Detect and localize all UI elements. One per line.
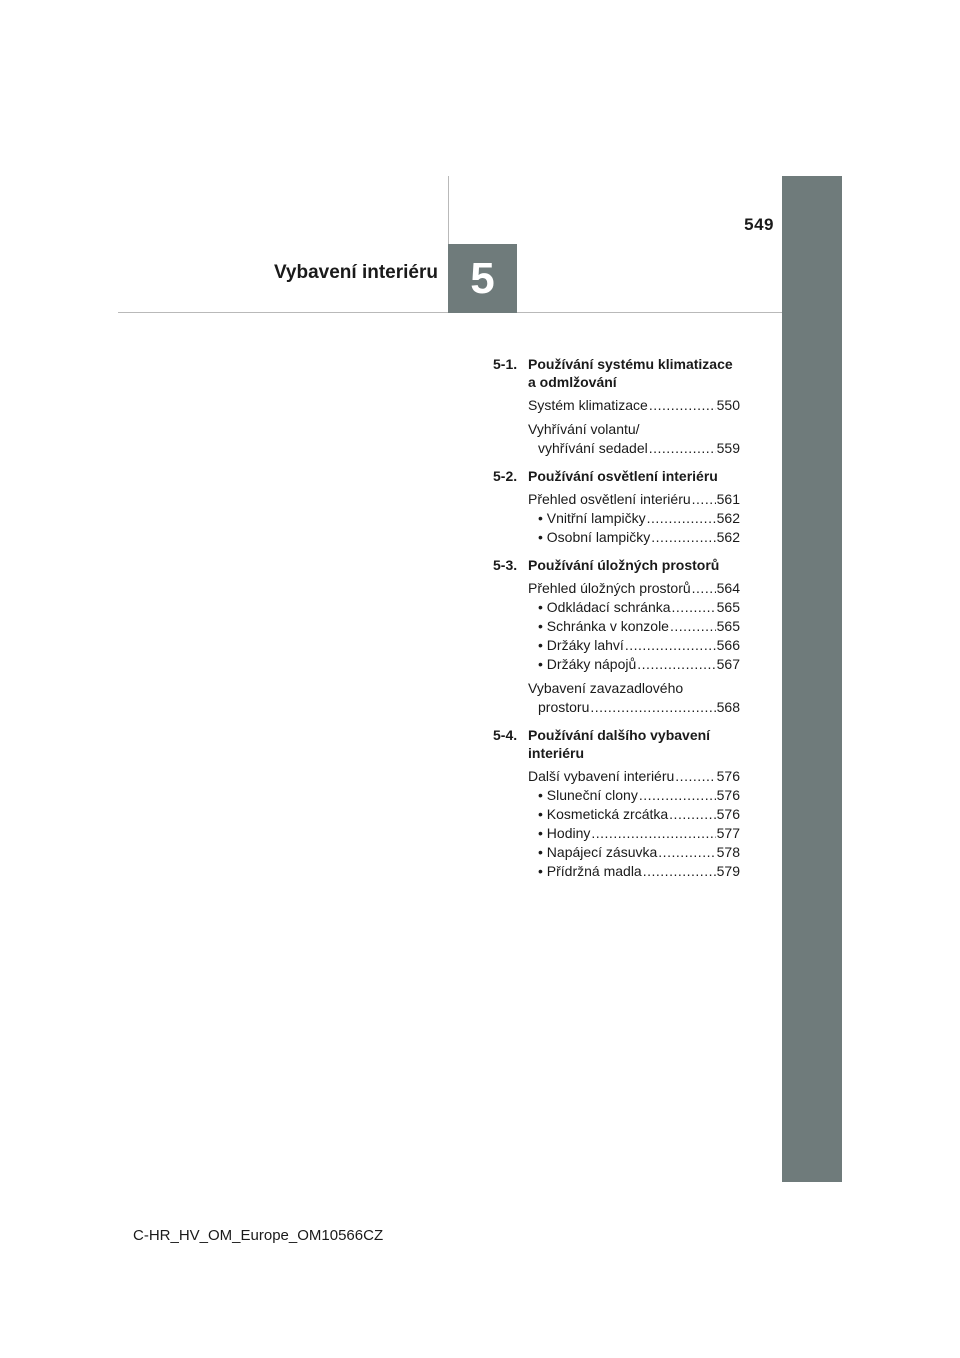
table-of-contents [493, 355, 740, 890]
toc-section-title: Používání úložných prostorů [528, 557, 720, 573]
section-title: Vybavení interiéru [273, 262, 438, 283]
toc-entry-line [528, 843, 740, 862]
toc-entry-label: • Schránka v konzole [538, 618, 669, 634]
toc-entry-line [528, 420, 740, 439]
toc-entry-line [528, 786, 740, 805]
toc-page-number: 576 [716, 787, 740, 803]
toc-entry-label: • Osobní lampičky [538, 529, 651, 545]
toc-page-number: 568 [716, 699, 740, 715]
toc-dot-leader [647, 509, 716, 528]
toc-page-number: 564 [716, 580, 740, 596]
toc-section-heading[interactable] [493, 355, 740, 391]
toc-section-heading[interactable] [493, 467, 740, 485]
chapter-side-tab [782, 176, 842, 1182]
toc-entry-line [528, 598, 740, 617]
toc-section-heading[interactable] [493, 556, 740, 574]
toc-page-number: 566 [716, 637, 740, 653]
toc-page-number: 576 [716, 806, 740, 822]
toc-entry-line [528, 490, 740, 509]
toc-entry-line [528, 655, 740, 674]
toc-dot-leader [643, 862, 716, 881]
toc-entry[interactable] [493, 396, 740, 415]
toc-section-title: Používání osvětlení interiéru [528, 468, 718, 484]
toc-dot-leader [658, 843, 715, 862]
toc-section [493, 355, 740, 458]
toc-entry-line [528, 396, 740, 415]
toc-entry-line [528, 509, 740, 528]
toc-page-number: 578 [716, 844, 740, 860]
toc-entry-label: • Kosmetická zrcátka [538, 806, 669, 822]
toc-entry-line [528, 824, 740, 843]
toc-page-number: 559 [716, 440, 740, 456]
toc-entry-label: • Držáky nápojů [538, 656, 637, 672]
toc-page-number: 562 [716, 510, 740, 526]
toc-section-heading[interactable] [493, 726, 740, 762]
toc-page-number: 565 [716, 599, 740, 615]
toc-dot-leader [649, 396, 716, 415]
toc-entry-line [528, 679, 740, 698]
toc-section-number: 5-2. [493, 468, 518, 484]
toc-page-number: 565 [716, 618, 740, 634]
toc-entry-line [528, 805, 740, 824]
toc-dot-leader [637, 655, 715, 674]
toc-page-number: 550 [716, 397, 740, 413]
header-vertical-rule [448, 176, 449, 244]
toc-entry-label: prostoru [538, 699, 590, 715]
toc-entry[interactable] [493, 767, 740, 881]
toc-dot-leader [639, 786, 716, 805]
toc-page-number: 576 [716, 768, 740, 784]
toc-section-title: Používání systému klimatizace a odmlžování [528, 356, 733, 390]
toc-section-number: 5-1. [493, 356, 518, 372]
toc-entry-line [528, 617, 740, 636]
footer-document-id: C-HR_HV_OM_Europe_OM10566CZ [133, 1227, 384, 1244]
page-number: 549 [744, 215, 774, 234]
toc-section-title: Používání dalšího vybavení interiéru [528, 727, 711, 761]
toc-entry-label: Systém klimatizace [528, 397, 648, 413]
toc-page-number: 561 [716, 491, 740, 507]
chapter-number-box: 5 [448, 244, 517, 313]
toc-entry-label: Přehled osvětlení interiéru [528, 491, 691, 507]
toc-page-number: 579 [716, 863, 740, 879]
toc-dot-leader [675, 767, 715, 786]
toc-entry-line [528, 698, 740, 717]
toc-entry-label: vyhřívání sedadel [538, 440, 648, 456]
toc-dot-leader [590, 698, 715, 717]
toc-dot-leader [670, 617, 716, 636]
toc-section-number: 5-4. [493, 727, 518, 743]
toc-entry-label: Vybavení zavazadlového [528, 680, 684, 696]
toc-entry-line [528, 767, 740, 786]
toc-entry-label: • Držáky lahví [538, 637, 624, 653]
toc-section-number: 5-3. [493, 557, 518, 573]
toc-entry[interactable] [493, 679, 740, 717]
toc-page-number: 567 [716, 656, 740, 672]
toc-entry-line [528, 862, 740, 881]
toc-entry-line [528, 636, 740, 655]
toc-section [493, 467, 740, 547]
toc-entry-label: • Odkládací schránka [538, 599, 671, 615]
toc-entry-label: Vyhřívání volantu/ [528, 421, 640, 437]
toc-dot-leader [625, 636, 716, 655]
toc-dot-leader [669, 805, 715, 824]
toc-section [493, 556, 740, 717]
toc-entry[interactable] [493, 579, 740, 674]
toc-page-number: 562 [716, 529, 740, 545]
toc-entry-line [528, 439, 740, 458]
toc-entry[interactable] [493, 490, 740, 547]
toc-section [493, 726, 740, 881]
toc-entry-label: • Přídržná madla [538, 863, 642, 879]
toc-dot-leader [692, 579, 716, 598]
toc-dot-leader [651, 528, 715, 547]
toc-page-number: 577 [716, 825, 740, 841]
toc-entry-line [528, 579, 740, 598]
toc-entry-label: • Napájecí zásuvka [538, 844, 658, 860]
toc-entry-label: • Sluneční clony [538, 787, 638, 803]
toc-dot-leader [591, 824, 715, 843]
toc-dot-leader [692, 490, 716, 509]
toc-entry[interactable] [493, 420, 740, 458]
toc-entry-label: Další vybavení interiéru [528, 768, 675, 784]
toc-entry-label: • Hodiny [538, 825, 591, 841]
toc-dot-leader [649, 439, 716, 458]
toc-entry-label: Přehled úložných prostorů [528, 580, 691, 596]
toc-entry-line [528, 528, 740, 547]
toc-entry-label: • Vnitřní lampičky [538, 510, 646, 526]
toc-dot-leader [672, 598, 716, 617]
